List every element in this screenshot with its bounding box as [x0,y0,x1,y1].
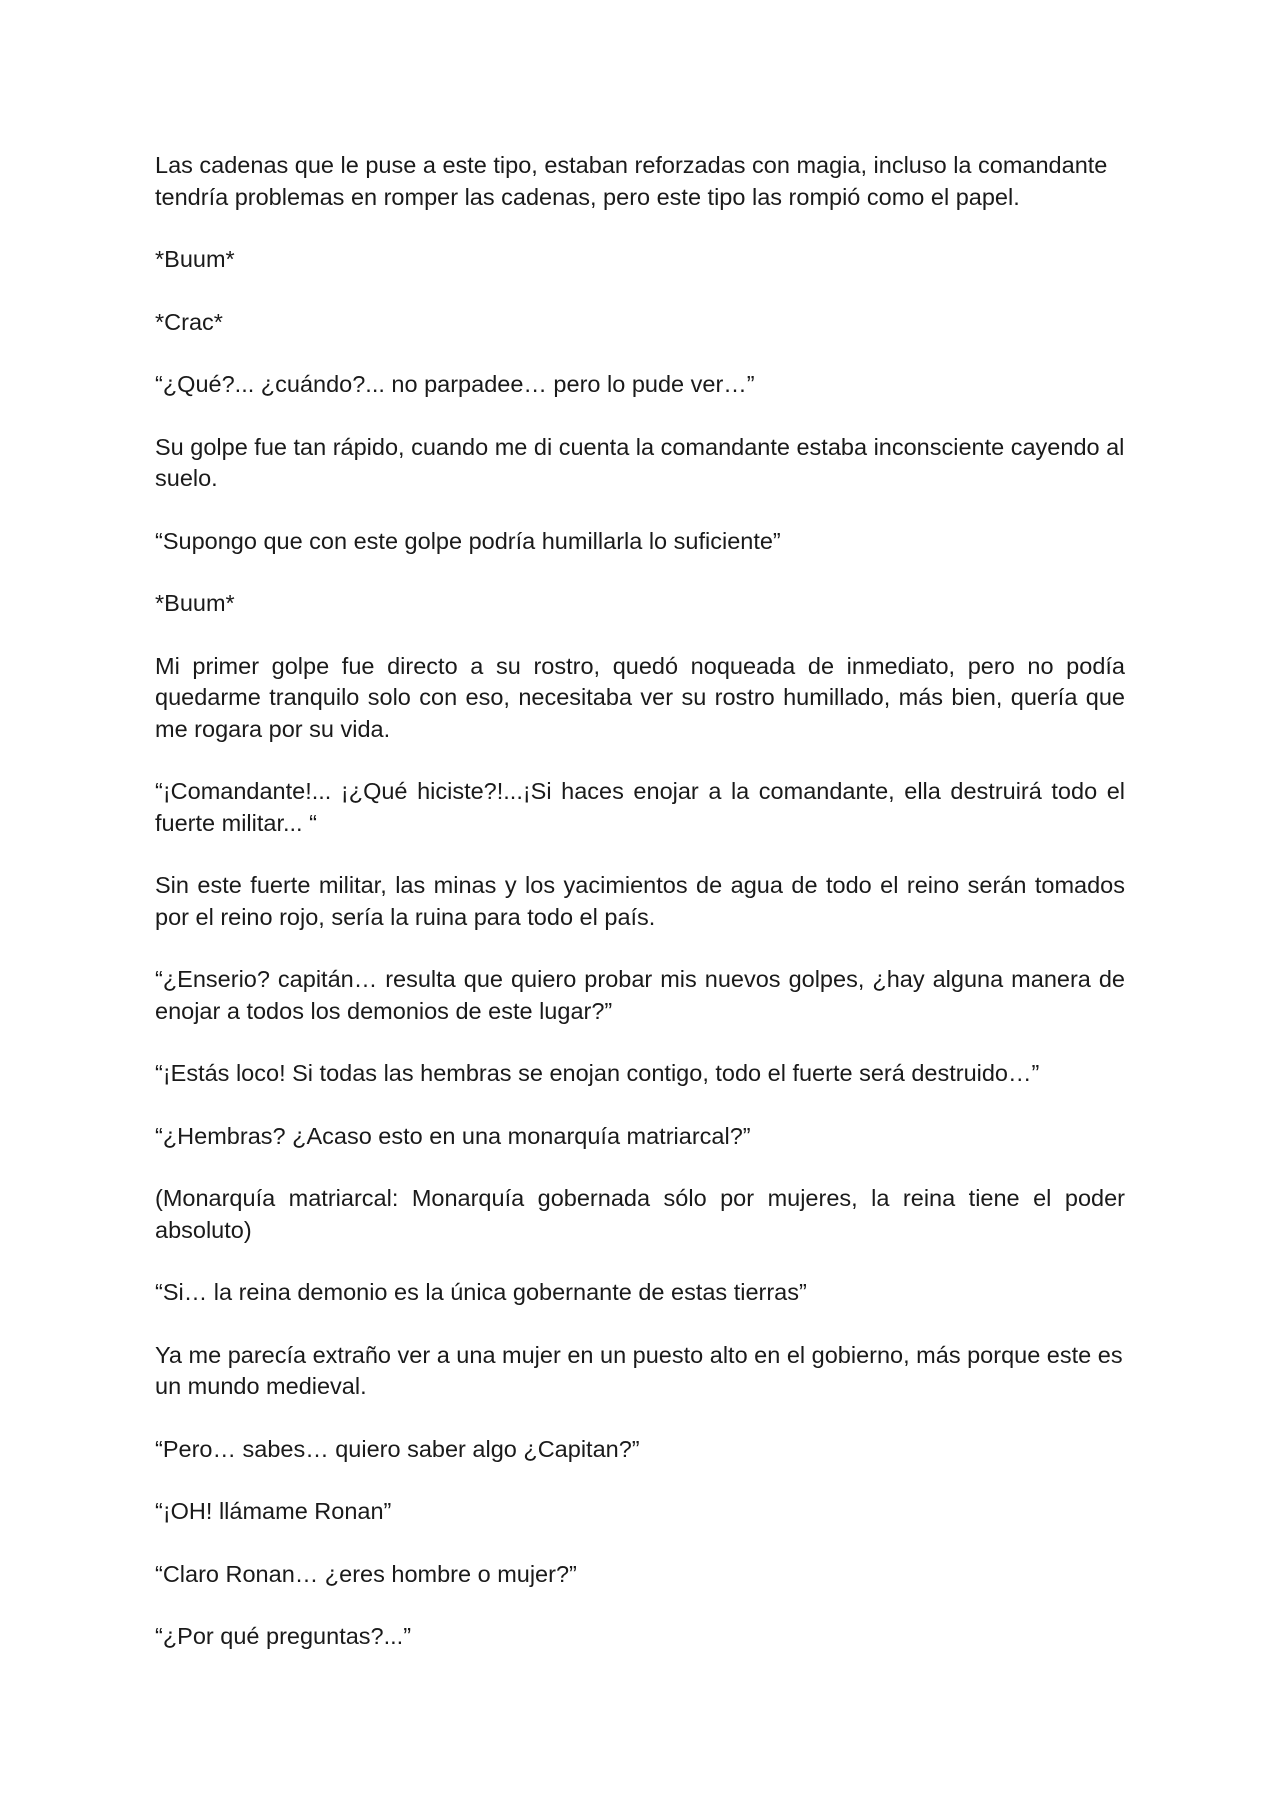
paragraph: “Si… la reina demonio es la única gobernante de estas tierras” [155,1279,807,1305]
paragraph: Su golpe fue tan rápido, cuando me di cuenta la comandante estaba inconsciente cayendo al suelo. [155,433,1125,491]
paragraph: “Claro Ronan… ¿eres hombre o mujer?” [155,1560,577,1587]
paragraph: Sin este fuerte militar, las minas y los yacimientos de agua de todo el reino serán tomados por el reino rojo, sería la ruina para todo el país. [155,872,1125,930]
paragraph: Mi primer golpe fue directo a su rostro, quedó noqueada de inmediato, pero no podía quedarme tranquilo solo con eso, necesitaba ver su rostro humillado, más bien, quería que me rogara por su vida. [155,652,1125,742]
paragraph: “¿Enserio? capitán… resulta que quiero probar mis nuevos golpes, ¿hay alguna manera de enojar a todos los demonios de este lugar?” [155,966,1125,1024]
paragraph: “¡Comandante!... ¡¿Qué hiciste?!...¡Si haces enojar a la comandante, ella destruirá todo el fuerte militar... “ [155,778,1125,836]
paragraph: “¿Qué?... ¿cuándo?... no parpadee… pero lo pude ver…” [155,371,755,397]
paragraph: *Buum* [155,590,235,616]
document-page [155,150,1125,1684]
paragraph: (Monarquía matriarcal: Monarquía gobernada sólo por mujeres, la reina tiene el poder absoluto) [155,1185,1125,1243]
paragraph: “¿Hembras? ¿Acaso esto en una monarquía matriarcal?” [155,1122,751,1149]
paragraph: “¡Estás loco! Si todas las hembras se enojan contigo, todo el fuerte será destruido…” [155,1060,1040,1086]
paragraph: “Supongo que con este golpe podría humillarla lo suficiente” [155,527,781,554]
paragraph: Las cadenas que le puse a este tipo, estaban reforzadas con magia, incluso la comandante tendría problemas en romper las cadenas, pero este tipo las rompió como el papel. [155,152,1108,210]
paragraph: “Pero… sabes… quiero saber algo ¿Capitan?” [155,1435,640,1462]
paragraph: “¡OH! llámame Ronan” [155,1498,392,1524]
paragraph: *Buum* [155,246,235,272]
paragraph: *Crac* [155,308,223,335]
paragraph: Ya me parecía extraño ver a una mujer en un puesto alto en el gobierno, más porque este es un mundo medieval. [155,1341,1123,1399]
paragraph: “¿Por qué preguntas?...” [155,1623,412,1649]
